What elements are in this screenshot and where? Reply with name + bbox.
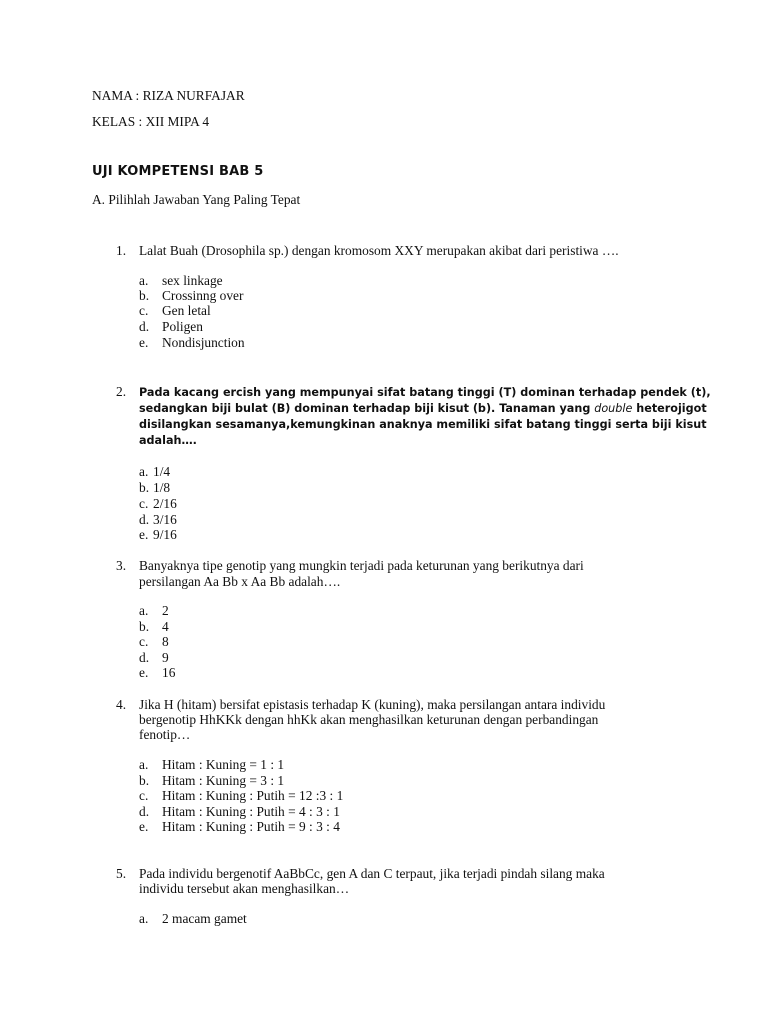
option-text: Hitam : Kuning : Putih = 12 :3 : 1 bbox=[162, 788, 344, 803]
option-text: 2 macam gamet bbox=[162, 911, 247, 926]
option-text: 2/16 bbox=[153, 496, 177, 511]
question-number: 2. bbox=[116, 384, 127, 399]
option-label: b. bbox=[139, 480, 150, 495]
option-text: Poligen bbox=[162, 319, 203, 334]
student-name: NAMA : RIZA NURFAJAR bbox=[92, 88, 245, 103]
question-number: 5. bbox=[116, 866, 127, 881]
option-text: 16 bbox=[162, 665, 176, 680]
question-text: Pada individu bergenotif AaBbCc, gen A dan C terpaut, jika terjadi pindah silang maka bbox=[139, 866, 605, 881]
question-text: Pada kacang ercish yang mempunyai sifat batang tinggi (T) dominan terhadap pendek (t), bbox=[139, 386, 711, 399]
question-text: bergenotip HhKKk dengan hhKk akan menghasilkan keturunan dengan perbandingan bbox=[139, 712, 599, 727]
question-text: disilangkan sesamanya,kemungkinan anaknya memiliki sifat batang tinggi serta biji kisut bbox=[139, 418, 707, 431]
section-heading: A. Pilihlah Jawaban Yang Paling Tepat bbox=[92, 192, 301, 207]
option-text: Hitam : Kuning = 3 : 1 bbox=[162, 773, 285, 788]
option-label: e. bbox=[139, 819, 149, 834]
option-label: a. bbox=[139, 757, 149, 772]
question-text: sedangkan biji bulat (B) dominan terhadap biji kisut (b). Tanaman yang double heterojigot bbox=[139, 402, 707, 415]
question-text: Lalat Buah (Drosophila sp.) dengan kromosom XXY merupakan akibat dari peristiwa …. bbox=[139, 243, 619, 258]
question-number: 3. bbox=[116, 558, 127, 573]
question-text: Jika H (hitam) bersifat epistasis terhadap K (kuning), maka persilangan antara individu bbox=[139, 697, 606, 712]
option-text: Hitam : Kuning : Putih = 9 : 3 : 4 bbox=[162, 819, 340, 834]
option-label: e. bbox=[139, 665, 149, 680]
option-text: 1/4 bbox=[153, 464, 171, 479]
emphasis-text: double bbox=[594, 402, 633, 415]
option-text: 2 bbox=[162, 603, 169, 618]
option-text: Crossinng over bbox=[162, 288, 244, 303]
option-text: 1/8 bbox=[153, 480, 171, 495]
option-label: b. bbox=[139, 773, 150, 788]
option-text: 9 bbox=[162, 650, 169, 665]
option-label: d. bbox=[139, 319, 150, 334]
option-text: 4 bbox=[162, 619, 169, 634]
option-text: Nondisjunction bbox=[162, 335, 245, 350]
option-label: d. bbox=[139, 650, 150, 665]
question-text: Banyaknya tipe genotip yang mungkin terjadi pada keturunan yang berikutnya dari bbox=[139, 558, 584, 573]
question-number: 4. bbox=[116, 697, 127, 712]
option-label: d. bbox=[139, 804, 150, 819]
option-label: c. bbox=[139, 496, 149, 511]
page-title: UJI KOMPETENSI BAB 5 bbox=[92, 164, 264, 179]
option-text: Hitam : Kuning : Putih = 4 : 3 : 1 bbox=[162, 804, 340, 819]
question-text: fenotip… bbox=[139, 727, 191, 742]
option-text: sex linkage bbox=[162, 273, 223, 288]
option-label: c. bbox=[139, 303, 149, 318]
option-text: Hitam : Kuning = 1 : 1 bbox=[162, 757, 285, 772]
option-label: a. bbox=[139, 603, 149, 618]
question-text: adalah…. bbox=[139, 434, 197, 447]
question-number: 1. bbox=[116, 243, 127, 258]
option-label: a. bbox=[139, 273, 149, 288]
option-text: Gen letal bbox=[162, 303, 211, 318]
option-label: b. bbox=[139, 288, 150, 303]
option-label: d. bbox=[139, 512, 150, 527]
option-text: 8 bbox=[162, 634, 169, 649]
question-text: individu tersebut akan menghasilkan… bbox=[139, 881, 350, 896]
student-class: KELAS : XII MIPA 4 bbox=[92, 114, 210, 129]
option-label: e. bbox=[139, 335, 149, 350]
option-label: e. bbox=[139, 527, 149, 542]
option-text: 9/16 bbox=[153, 527, 177, 542]
option-label: c. bbox=[139, 634, 149, 649]
option-label: c. bbox=[139, 788, 149, 803]
option-label: a. bbox=[139, 911, 149, 926]
option-label: a. bbox=[139, 464, 149, 479]
option-text: 3/16 bbox=[153, 512, 177, 527]
question-text: persilangan Aa Bb x Aa Bb adalah…. bbox=[139, 574, 341, 589]
option-label: b. bbox=[139, 619, 150, 634]
